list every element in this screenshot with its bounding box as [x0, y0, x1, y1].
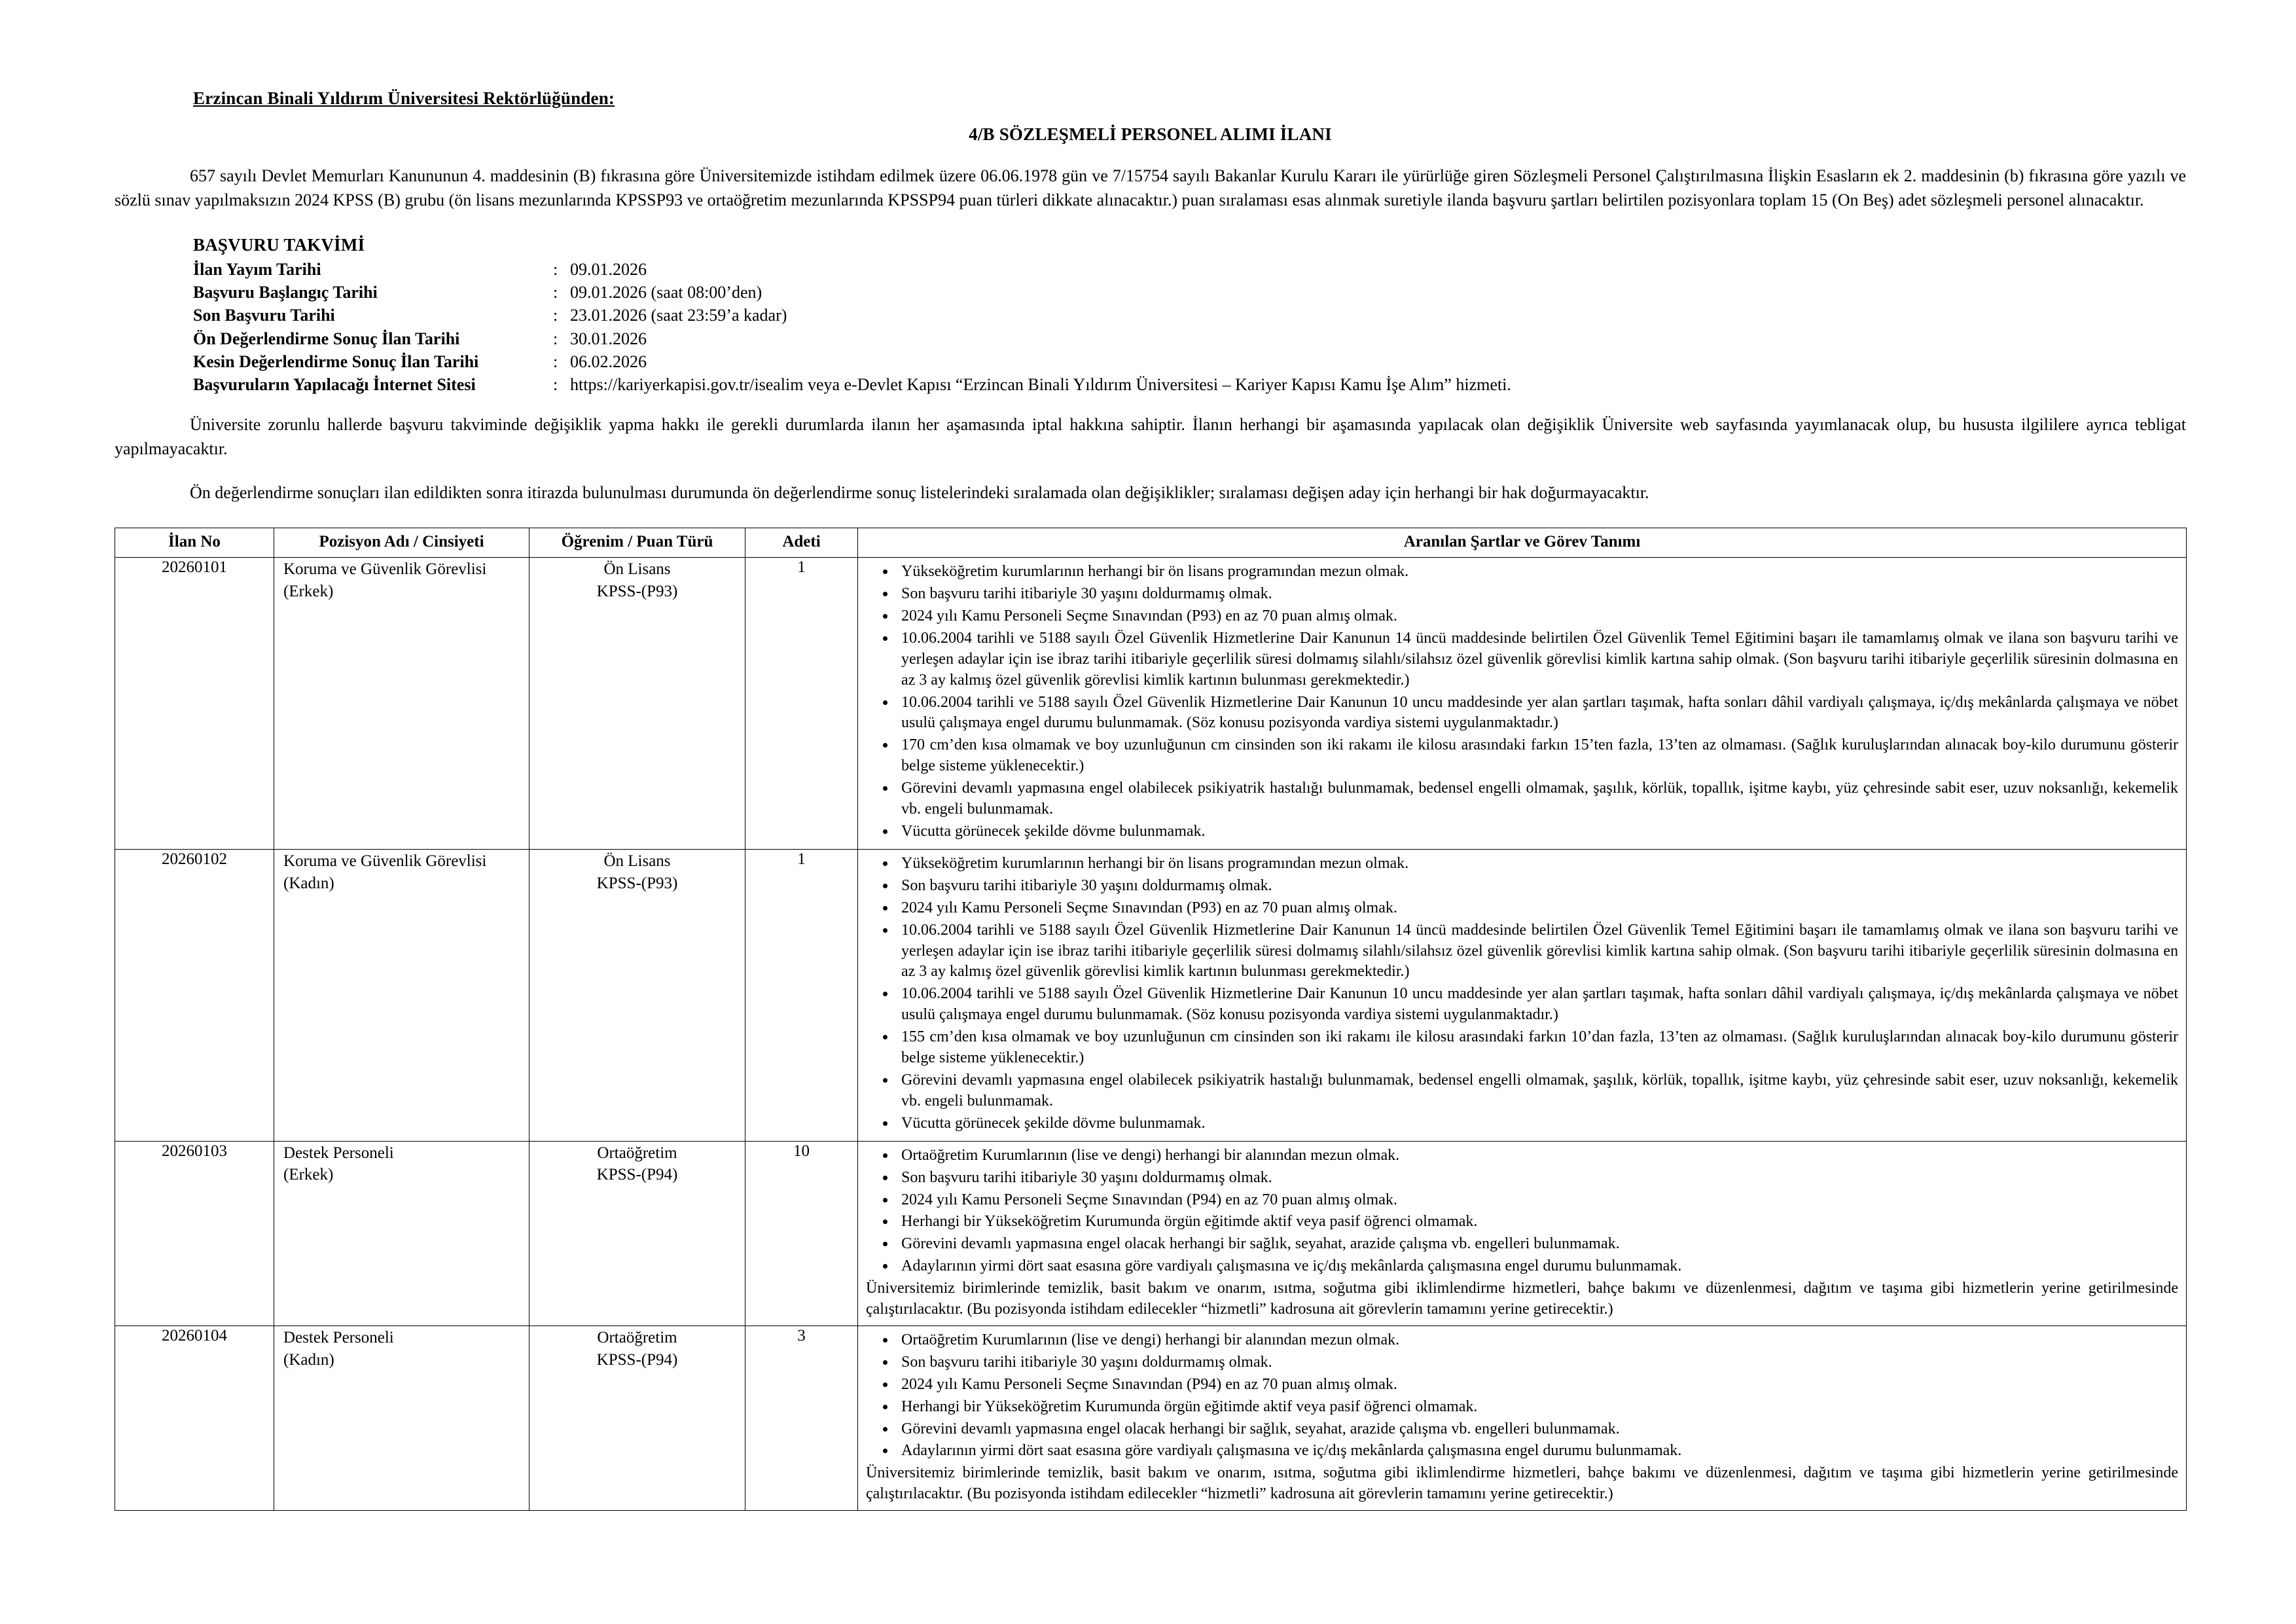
cell-ilan-no: 20260102 — [115, 849, 274, 1141]
issuing-authority: Erzincan Binali Yıldırım Üniversitesi Rektörlüğünden: — [193, 88, 615, 108]
requirement-item: • Son başvuru tarihi itibariyle 30 yaşını doldurmamış olmak. — [896, 1352, 2178, 1373]
cell-requirements — [858, 1141, 2187, 1326]
cell-position — [274, 849, 529, 1141]
note-paragraph-1: Üniversite zorunlu hallerde başvuru takviminde değişiklik yapma hakkı ile gerekli durumlarda ilanın her aşamasında iptal hakkına sahiptir. İlanın herhangi bir aşamasında yapılacak olan değişiklik Üniversite web sayfasında yayımlanacak olup, bu hususta ilgililere ayrıca tebligat yapılmayacaktır. — [115, 415, 2186, 459]
positions-table — [115, 528, 2187, 1511]
calendar-row — [193, 281, 1511, 304]
intro-paragraph: 657 sayılı Devlet Memurları Kanununun 4. maddesinin (B) fıkrasına göre Üniversitemizde istihdam edilmek üzere 06.06.1978 gün ve 7/15754 sayılı Bakanlar Kurulu Kararı ile yürürlüğe giren Sözleşmeli Personel Çalıştırılmasına İlişkin Esasların ek 2. maddesinin (b) fıkrasına göre yazılı ve sözlü sınav yapılmaksızın 2024 KPSS (B) grubu (ön lisans mezunlarında KPSSP93 ve ortaöğretim mezunlarında KPSSP94 puan türleri dikkate alınacaktır.) puan sıralaması esas alınmak suretiyle ilanda başvuru şartları belirtilen pozisyonlara toplam 15 (On Beş) adet sözleşmeli personel alınacaktır. — [115, 166, 2186, 209]
requirement-item: • Herhangi bir Yükseköğretim Kurumunda örgün eğitimde aktif veya pasif öğrenci olmamak. — [896, 1397, 2178, 1418]
requirement-item: • 10.06.2004 tarihli ve 5188 sayılı Özel Güvenlik Hizmetlerine Dair Kanunun 14 üncü maddesinde belirtilen Özel Güvenlik Temel Eğitimini başarı ile tamamlamış olmak ve ilana son başvuru tarihi ve yerleşen adaylar için ise ibraz tarihi itibariyle geçerlilik süresi dolmamış silahlı/silahsız özel güvenlik görevlisi kimlik kartına sahip olmak. (Son başvuru tarihi itibariyle geçerlilik süresinin dolmasına en az 3 ay kalmış özel güvenlik görevlisi kimlik kartının bulunması gerekmektedir.) — [896, 628, 2178, 691]
requirements-list — [866, 854, 2178, 1134]
requirement-item: • Görevini devamlı yapmasına engel olabilecek psikiyatrik hastalığı bulunmamak, bedensel engelli olmamak, şaşılık, körlük, topallık, işitme kaybı, yüz çehresinde sabit eser, uzuv noksanlığı, kekemelik vb. engeli bulunmamak. — [896, 778, 2178, 820]
requirement-item: • 10.06.2004 tarihli ve 5188 sayılı Özel Güvenlik Hizmetlerine Dair Kanunun 10 uncu maddesinde yer alan şartları taşımak, hafta sonları dâhil vardiyalı çalışmaya, iç/dış mekânlarda çalışmaya ve nöbet usulü çalışmaya engel durumu bulunmamak. (Söz konusu pozisyonda vardiya sistemi uygulanmaktadır.) — [896, 984, 2178, 1026]
cell-ilan-no: 20260101 — [115, 558, 274, 850]
education-level: Ortaöğretim — [597, 1328, 677, 1346]
requirement-item: • Yükseköğretim kurumlarının herhangi bir ön lisans programından mezun olmak. — [896, 562, 2178, 583]
calendar-colon: : — [553, 352, 558, 371]
requirement-item: • Görevini devamlı yapmasına engel olacak herhangi bir sağlık, seyahat, arazide çalışma vb. engelleri bulunmamak. — [896, 1234, 2178, 1255]
table-row — [115, 558, 2187, 850]
requirement-item: • 10.06.2004 tarihli ve 5188 sayılı Özel Güvenlik Hizmetlerine Dair Kanunun 14 üncü maddesinde belirtilen Özel Güvenlik Temel Eğitimini başarı ile tamamlamış olmak ve ilana son başvuru tarihi ve yerleşen adaylar için ise ibraz tarihi itibariyle geçerlilik süresi dolmamış silahlı/silahsız özel güvenlik görevlisi kimlik kartına sahip olmak. (Son başvuru tarihi itibariyle geçerlilik süresinin dolmasına en az 3 ay kalmış özel güvenlik görevlisi kimlik kartının bulunması gerekmektedir.) — [896, 920, 2178, 983]
score-type: KPSS-(P93) — [596, 874, 678, 892]
calendar-colon: : — [553, 259, 558, 279]
calendar-label: Başvuruların Yapılacağı İnternet Sitesi — [193, 375, 476, 395]
requirement-item: • Vücutta görünecek şekilde dövme bulunmamak. — [896, 821, 2178, 842]
calendar-label: Başvuru Başlangıç Tarihi — [193, 283, 378, 302]
calendar-label: Ön Değerlendirme Sonuç İlan Tarihi — [193, 329, 460, 348]
calendar-value: 06.02.2026 — [570, 352, 647, 371]
calendar-row — [193, 304, 1511, 327]
cell-position — [274, 558, 529, 850]
note-paragraph-2: Ön değerlendirme sonuçları ilan edildikten sonra itirazda bulunulması durumunda ön değerlendirme sonuç listelerindeki sıralamada olan değişiklikler; sıralaması değişen aday için herhangi bir hak doğurmayacaktır. — [190, 483, 1649, 503]
column-header-position: Pozisyon Adı / Cinsiyeti — [274, 528, 529, 558]
duty-description: Üniversitemiz birimlerinde temizlik, basit bakım ve onarım, ısıtma, soğutma gibi iklimlendirme hizmetleri, bahçe bakımı ve düzenlenmesi, dağıtım ve taşıma gibi hizmetlerin yerine getirilmesinde çalıştırılacaktır. (Bu pozisyonda istihdam edilecekler “hizmetli” kadrosuna ait görevlerin tamamını yerine getirecektir.) — [866, 1280, 2178, 1318]
calendar-row — [193, 327, 1511, 350]
cell-education — [529, 849, 745, 1141]
application-calendar-heading: BAŞVURU TAKVİMİ — [193, 234, 365, 255]
position-name: Destek Personeli — [283, 1144, 394, 1162]
requirement-item: • Ortaöğretim Kurumlarının (lise ve dengi) herhangi bir alanından mezun olmak. — [896, 1146, 2178, 1166]
requirements-list — [866, 1146, 2178, 1277]
cell-education — [529, 1141, 745, 1326]
requirement-item: • Yükseköğretim kurumlarının herhangi bir ön lisans programından mezun olmak. — [896, 854, 2178, 875]
application-calendar-table — [193, 258, 1511, 397]
calendar-value: 09.01.2026 (saat 08:00’den) — [570, 283, 762, 302]
cell-quantity: 1 — [745, 849, 858, 1141]
requirements-list — [866, 562, 2178, 842]
score-type: KPSS-(P94) — [596, 1350, 678, 1369]
cell-quantity: 1 — [745, 558, 858, 850]
table-row — [115, 1326, 2187, 1510]
requirements-list — [866, 1330, 2178, 1462]
calendar-value: 09.01.2026 — [570, 259, 647, 279]
duty-description: Üniversitemiz birimlerinde temizlik, basit bakım ve onarım, ısıtma, soğutma gibi iklimlendirme hizmetleri, bahçe bakımı ve düzenlenmesi, dağıtım ve taşıma gibi hizmetlerin yerine getirilmesinde çalıştırılacaktır. (Bu pozisyonda istihdam edilecekler “hizmetli” kadrosuna ait görevlerin tamamını yerine getirecektir.) — [866, 1464, 2178, 1503]
table-row — [115, 1141, 2187, 1326]
cell-education — [529, 558, 745, 850]
column-header-ilan-no: İlan No — [115, 528, 274, 558]
requirement-item: • Vücutta görünecek şekilde dövme bulunmamak. — [896, 1113, 2178, 1134]
requirement-item: • Son başvuru tarihi itibariyle 30 yaşını doldurmamış olmak. — [896, 1168, 2178, 1189]
cell-requirements — [858, 849, 2187, 1141]
requirement-item: • 2024 yılı Kamu Personeli Seçme Sınavından (P93) en az 70 puan almış olmak. — [896, 606, 2178, 627]
calendar-colon: : — [553, 306, 558, 325]
calendar-row — [193, 258, 1511, 281]
calendar-label: Son Başvuru Tarihi — [193, 306, 335, 325]
education-level: Ortaöğretim — [597, 1144, 677, 1162]
requirement-item: • Son başvuru tarihi itibariyle 30 yaşını doldurmamış olmak. — [896, 584, 2178, 605]
requirement-item: • 2024 yılı Kamu Personeli Seçme Sınavından (P94) en az 70 puan almış olmak. — [896, 1375, 2178, 1396]
requirement-item: • 155 cm’den kısa olmamak ve boy uzunluğunun cm cinsinden son iki rakamı ile kilosu arasındaki farkın 10’dan fazla, 13’ten az olmaması. (Sağlık kuruluşlarından alınacak boy-kilo durumunu gösterir belge sisteme yüklenecektir.) — [896, 1027, 2178, 1069]
column-header-quantity: Adeti — [745, 528, 858, 558]
position-gender: (Erkek) — [283, 582, 334, 600]
calendar-label: Kesin Değerlendirme Sonuç İlan Tarihi — [193, 352, 479, 371]
table-row — [115, 849, 2187, 1141]
requirement-item: • 2024 yılı Kamu Personeli Seçme Sınavından (P93) en az 70 puan almış olmak. — [896, 898, 2178, 919]
requirement-item: • 2024 yılı Kamu Personeli Seçme Sınavından (P94) en az 70 puan almış olmak. — [896, 1190, 2178, 1211]
table-header-row — [115, 528, 2187, 558]
cell-quantity: 3 — [745, 1326, 858, 1510]
position-gender: (Kadın) — [283, 874, 334, 892]
requirement-item: • 10.06.2004 tarihli ve 5188 sayılı Özel Güvenlik Hizmetlerine Dair Kanunun 10 uncu maddesinde yer alan şartları taşımak, hafta sonları dâhil vardiyalı çalışmaya, iç/dış mekânlarda çalışmaya ve nöbet usulü çalışmaya engel durumu bulunmamak. (Söz konusu pozisyonda vardiya sistemi uygulanmaktadır.) — [896, 693, 2178, 734]
position-name: Koruma ve Güvenlik Görevlisi — [283, 560, 487, 579]
cell-ilan-no: 20260103 — [115, 1141, 274, 1326]
education-level: Ön Lisans — [603, 560, 671, 579]
cell-position — [274, 1141, 529, 1326]
document-title: 4/B SÖZLEŞMELİ PERSONEL ALIMI İLANI — [969, 124, 1332, 144]
calendar-row — [193, 373, 1511, 396]
position-name: Destek Personeli — [283, 1328, 394, 1346]
education-level: Ön Lisans — [603, 852, 671, 870]
position-name: Koruma ve Güvenlik Görevlisi — [283, 852, 487, 870]
requirement-item: • Adaylarının yirmi dört saat esasına göre vardiyalı çalışmasına ve iç/dış mekânlarda çalışmasına engel durumu bulunmamak. — [896, 1256, 2178, 1277]
calendar-value: 23.01.2026 (saat 23:59’a kadar) — [570, 306, 787, 325]
column-header-education: Öğrenim / Puan Türü — [529, 528, 745, 558]
score-type: KPSS-(P94) — [596, 1166, 678, 1184]
calendar-value-website: https://kariyerkapisi.gov.tr/isealim veya e-Devlet Kapısı “Erzincan Binali Yıldırım Üniversitesi – Kariyer Kapısı Kamu İşe Alım” hizmeti. — [570, 375, 1511, 395]
calendar-value: 30.01.2026 — [570, 329, 647, 348]
calendar-colon: : — [553, 375, 558, 395]
position-gender: (Kadın) — [283, 1350, 334, 1369]
cell-education — [529, 1326, 745, 1510]
requirement-item: • Görevini devamlı yapmasına engel olabilecek psikiyatrik hastalığı bulunmamak, bedensel engelli olmamak, şaşılık, körlük, topallık, işitme kaybı, yüz çehresinde sabit eser, uzuv noksanlığı, kekemelik vb. engeli bulunmamak. — [896, 1070, 2178, 1112]
document-body — [115, 88, 2186, 1511]
requirement-item: • Ortaöğretim Kurumlarının (lise ve dengi) herhangi bir alanından mezun olmak. — [896, 1330, 2178, 1351]
position-gender: (Erkek) — [283, 1166, 334, 1184]
requirement-item: • Son başvuru tarihi itibariyle 30 yaşını doldurmamış olmak. — [896, 876, 2178, 897]
score-type: KPSS-(P93) — [596, 582, 678, 600]
requirement-item: • Herhangi bir Yükseköğretim Kurumunda örgün eğitimde aktif veya pasif öğrenci olmamak. — [896, 1212, 2178, 1233]
column-header-requirements: Aranılan Şartlar ve Görev Tanımı — [858, 528, 2187, 558]
requirement-item: • Adaylarının yirmi dört saat esasına göre vardiyalı çalışmasına ve iç/dış mekânlarda çalışmasına engel durumu bulunmamak. — [896, 1441, 2178, 1462]
cell-quantity: 10 — [745, 1141, 858, 1326]
cell-requirements — [858, 1326, 2187, 1510]
calendar-row — [193, 350, 1511, 373]
cell-ilan-no: 20260104 — [115, 1326, 274, 1510]
calendar-colon: : — [553, 329, 558, 348]
calendar-label: İlan Yayım Tarihi — [193, 259, 321, 279]
calendar-colon: : — [553, 283, 558, 302]
requirement-item: • Görevini devamlı yapmasına engel olacak herhangi bir sağlık, seyahat, arazide çalışma vb. engelleri bulunmamak. — [896, 1419, 2178, 1440]
cell-position — [274, 1326, 529, 1510]
requirement-item: • 170 cm’den kısa olmamak ve boy uzunluğunun cm cinsinden son iki rakamı ile kilosu arasındaki farkın 15’ten fazla, 13’ten az olmaması. (Sağlık kuruluşlarından alınacak boy-kilo durumunu gösterir belge sisteme yüklenecektir.) — [896, 735, 2178, 777]
cell-requirements — [858, 558, 2187, 850]
